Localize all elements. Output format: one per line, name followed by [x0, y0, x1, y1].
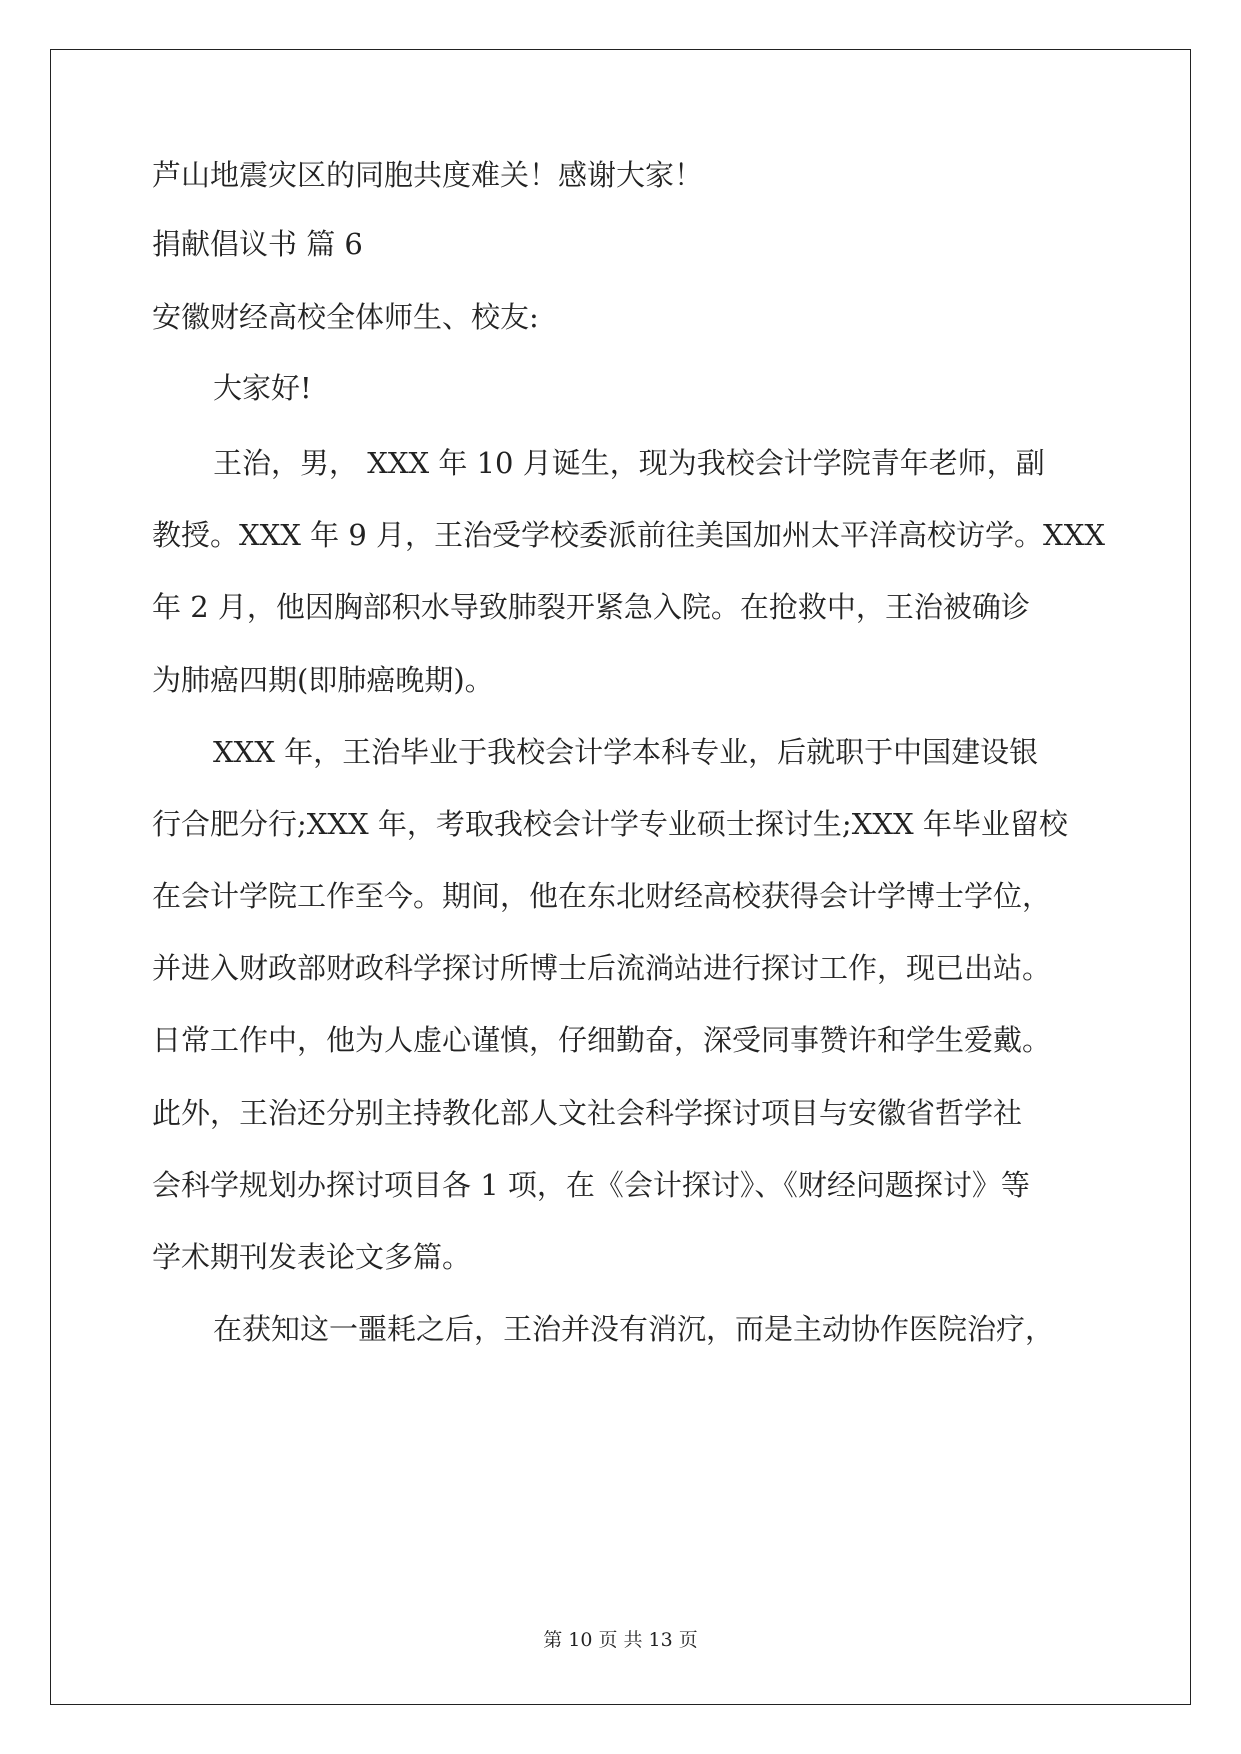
paragraph-line: 行合肥分行;XXX 年，考取我校会计学专业硕士探讨生;XXX 年毕业留校	[152, 807, 1068, 841]
paragraph-line: 学术期刊发表论文多篇。	[152, 1240, 472, 1274]
paragraph-line: 日常工作中，他为人虚心谨慎，仔细勤奋，深受同事赞许和学生爱戴。	[152, 1023, 1052, 1057]
paragraph-line: 此外，王治还分别主持教化部人文社会科学探讨项目与安徽省哲学社	[152, 1096, 1023, 1130]
page-number: 第 10 页 共 13 页	[543, 1629, 698, 1651]
salutation: 安徽财经高校全体师生、校友:	[152, 300, 539, 334]
paragraph-line: 并进入财政部财政科学探讨所博士后流淌站进行探讨工作，现已出站。	[152, 951, 1052, 985]
paragraph-line: 在获知这一噩耗之后，王治并没有消沉，而是主动协作医院治疗，	[213, 1312, 1055, 1346]
section-heading: 捐献倡议书 篇 6	[152, 227, 363, 261]
paragraph-line: 王治，男， XXX 年 10 月诞生，现为我校会计学院青年老师，副	[213, 446, 1045, 480]
greeting: 大家好!	[213, 371, 312, 405]
paragraph-line: 在会计学院工作至今。期间，他在东北财经高校获得会计学博士学位，	[152, 879, 1052, 913]
paragraph-line: 年 2 月，他因胸部积水导致肺裂开紧急入院。在抢救中，王治被确诊	[152, 590, 1030, 624]
paragraph-line: XXX 年，王治毕业于我校会计学本科专业，后就职于中国建设银	[213, 735, 1039, 769]
paragraph-line: 教授。XXX 年 9 月，王治受学校委派前往美国加州太平洋高校访学。XXX	[152, 518, 1105, 552]
paragraph-line: 会科学规划办探讨项目各 1 项，在《会计探讨》、《财经问题探讨》等	[152, 1168, 1030, 1202]
paragraph-line: 为肺癌四期(即肺癌晚期)。	[152, 663, 494, 697]
text-line: 芦山地震灾区的同胞共度难关！感谢大家！	[152, 158, 704, 192]
